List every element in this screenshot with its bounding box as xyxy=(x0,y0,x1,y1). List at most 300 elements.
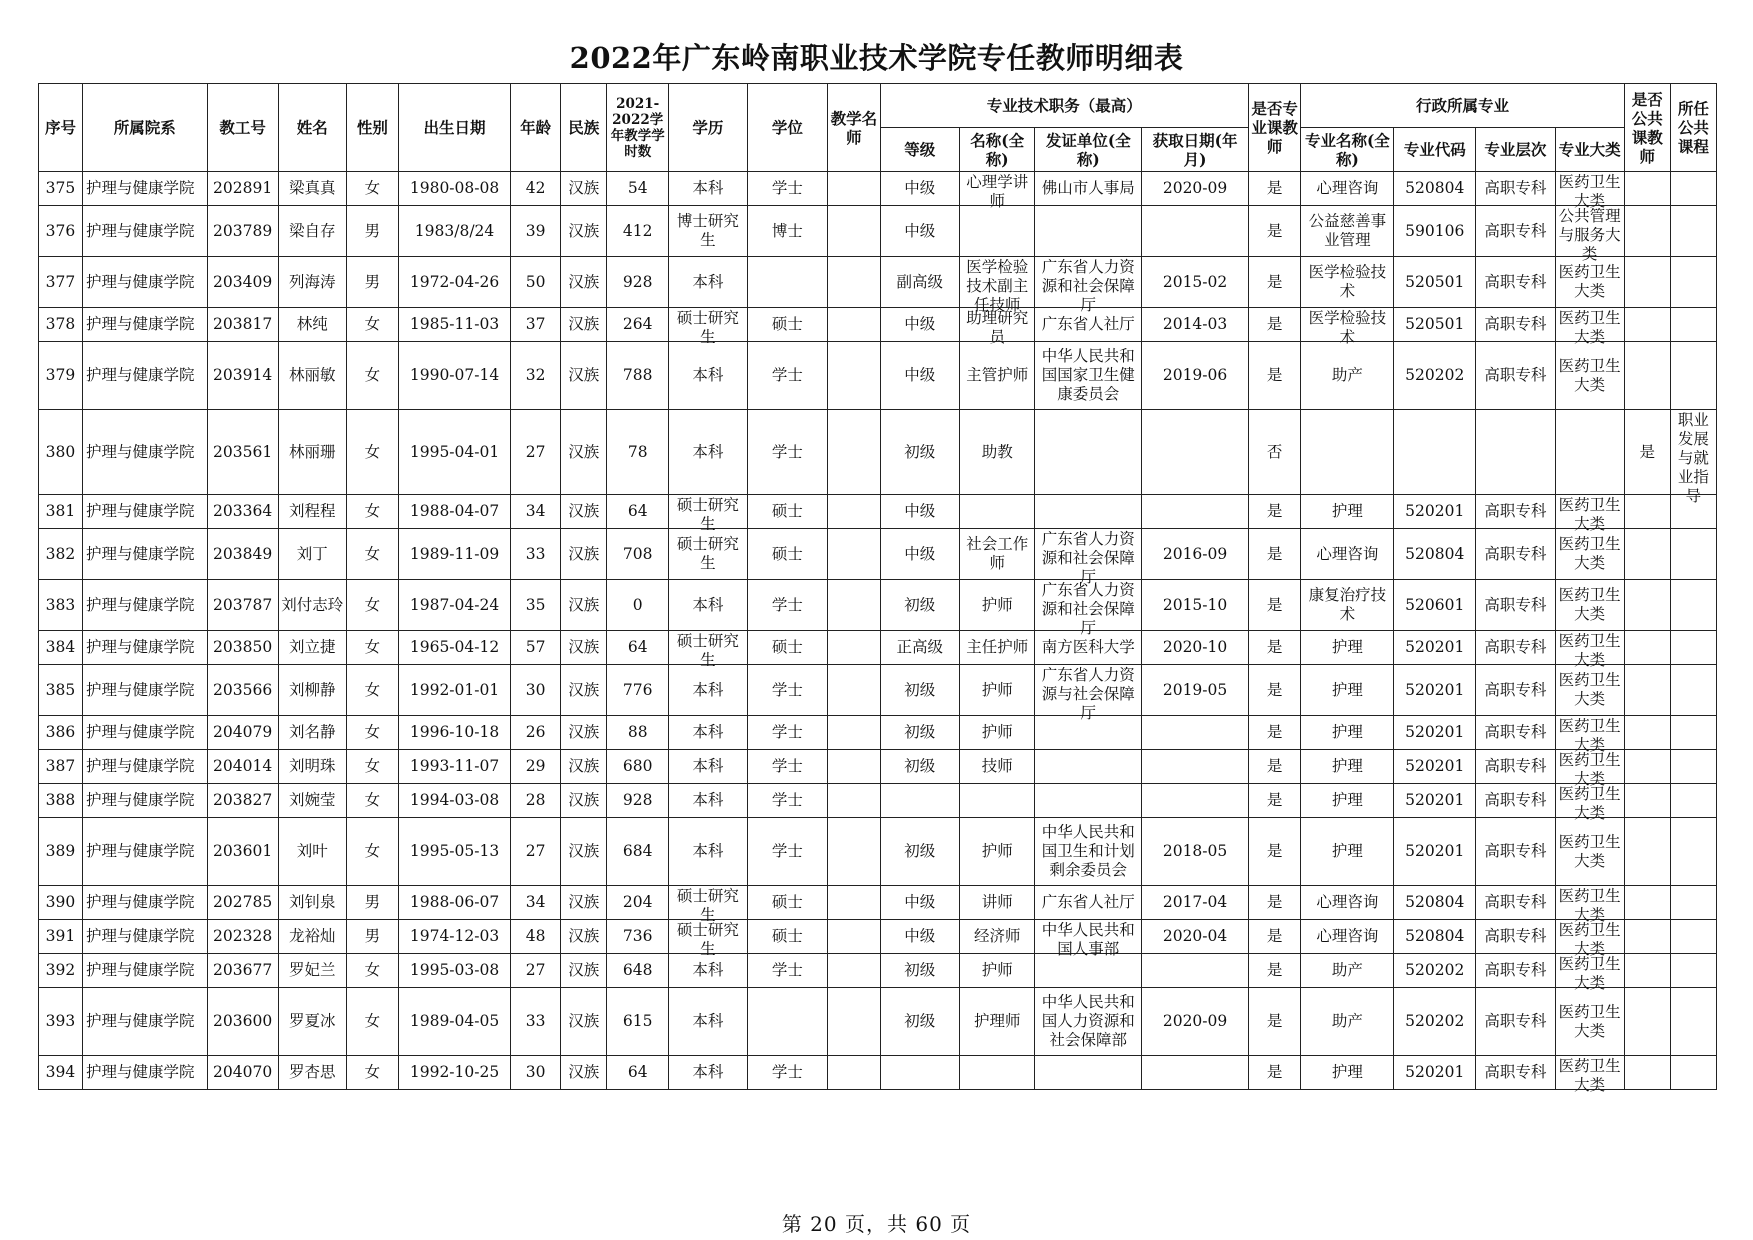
cell-code xyxy=(1394,308,1476,342)
cell-text: 29 xyxy=(525,757,546,775)
cell-cat xyxy=(1555,988,1624,1056)
cell-major xyxy=(1301,920,1394,954)
cell-xh xyxy=(39,206,83,257)
cell-title-name xyxy=(960,580,1035,631)
cell-text: 203827 xyxy=(213,791,273,809)
cell-date xyxy=(1142,716,1249,750)
cell-level xyxy=(880,716,960,750)
cell-text: 林丽珊 xyxy=(288,442,336,461)
cell-text: 护师 xyxy=(981,961,1013,979)
cell-major xyxy=(1301,529,1394,580)
cell-xh xyxy=(39,529,83,580)
cell-text: 412 xyxy=(622,221,653,240)
cell-text: 本科 xyxy=(692,1012,724,1030)
cell-id xyxy=(207,410,278,495)
cell-text: 护理与健康学院 xyxy=(85,442,195,461)
cell-text: 204014 xyxy=(213,757,273,775)
cell-prof xyxy=(1248,818,1300,886)
cell-hours xyxy=(607,818,669,886)
cell-text: 刘名静 xyxy=(288,723,336,741)
cell-prof xyxy=(1248,954,1300,988)
cell-text: 学士 xyxy=(771,680,803,699)
cell-text: 27 xyxy=(525,961,546,979)
cell-text: 女 xyxy=(364,544,381,563)
cell-prof xyxy=(1248,172,1300,206)
cell-text: 393 xyxy=(45,1012,76,1030)
cell-date xyxy=(1142,410,1249,495)
cell-text: 520804 xyxy=(1405,927,1465,945)
cell-text: 汉族 xyxy=(568,272,600,291)
cell-gender xyxy=(346,410,398,495)
cell-text: 医药卫生大类 xyxy=(1558,750,1621,788)
header-title-name: 名称(全称) xyxy=(960,128,1035,172)
cell-text: 中华人民共和国人事部 xyxy=(1041,920,1135,958)
cell-text: 684 xyxy=(622,842,653,860)
cell-ethnic xyxy=(561,954,607,988)
cell-text: 是 xyxy=(1266,961,1283,979)
cell-birth xyxy=(399,665,511,716)
cell-birth xyxy=(399,257,511,308)
cell-degree xyxy=(747,988,828,1056)
cell-cat xyxy=(1555,495,1624,533)
cell-text: 64 xyxy=(627,502,648,520)
cell-code xyxy=(1394,716,1476,750)
cell-text: 1995-03-08 xyxy=(409,961,500,979)
cell-birth xyxy=(399,206,511,257)
header-issuer: 发证单位(全称) xyxy=(1035,128,1142,172)
cell-name xyxy=(278,920,346,954)
cell-text: 2017-04 xyxy=(1162,893,1228,911)
cell-age xyxy=(511,716,561,750)
cell-edu xyxy=(669,342,748,410)
cell-title-name xyxy=(960,308,1035,346)
cell-text: 硕士 xyxy=(771,893,803,911)
cell-xh xyxy=(39,988,83,1056)
cell-text: 是 xyxy=(1266,272,1283,291)
cell-pub xyxy=(1624,920,1670,954)
cell-text: 54 xyxy=(627,179,648,197)
cell-code xyxy=(1394,580,1476,631)
cell-text: 788 xyxy=(622,366,653,384)
cell-major xyxy=(1301,886,1394,920)
cell-text: 204 xyxy=(622,893,653,911)
cell-text: 女 xyxy=(364,757,381,775)
cell-text: 高职专科 xyxy=(1484,638,1547,656)
cell-text: 高职专科 xyxy=(1484,1063,1547,1081)
cell-text: 硕士研究生 xyxy=(676,495,739,533)
cell-title-name xyxy=(960,784,1035,818)
cell-text: 医学检验技术 xyxy=(1308,263,1387,300)
cell-text: 刘柳静 xyxy=(288,680,336,699)
cell-text: 女 xyxy=(364,315,381,333)
cell-text: 520202 xyxy=(1405,366,1465,384)
cell-cat xyxy=(1555,631,1624,669)
cell-pub xyxy=(1624,257,1670,308)
cell-level xyxy=(880,784,960,818)
cell-degree xyxy=(747,716,828,750)
cell-text: 医学检验技术副主任技师 xyxy=(966,257,1029,314)
cell-birth xyxy=(399,988,511,1056)
cell-ethnic xyxy=(561,257,607,308)
cell-gender xyxy=(346,886,398,920)
cell-text: 1995-05-13 xyxy=(409,842,500,860)
cell-date xyxy=(1142,495,1249,529)
header-code: 专业代码 xyxy=(1394,128,1476,172)
cell-text: 203677 xyxy=(213,961,273,979)
cell-text: 刘付志玲 xyxy=(281,595,344,614)
cell-text: 硕士研究生 xyxy=(676,308,739,346)
cell-text: 本科 xyxy=(692,442,724,461)
cell-cat xyxy=(1555,716,1624,754)
cell-name xyxy=(278,954,346,988)
cell-dept xyxy=(82,954,207,988)
cell-text: 380 xyxy=(45,442,76,461)
cell-gender xyxy=(346,172,398,206)
cell-text: 女 xyxy=(364,502,381,520)
cell-text: 390 xyxy=(45,893,76,911)
cell-text: 护理与健康学院 xyxy=(85,1063,195,1081)
cell-text: 高职专科 xyxy=(1484,315,1547,333)
cell-xh xyxy=(39,818,83,886)
cell-text: 护师 xyxy=(981,595,1013,614)
cell-dept xyxy=(82,495,207,529)
cell-hours xyxy=(607,580,669,631)
cell-major xyxy=(1301,410,1394,495)
cell-text: 公共管理与服务大类 xyxy=(1558,206,1621,263)
cell-text: 本科 xyxy=(692,680,724,699)
cell-text: 医药卫生大类 xyxy=(1558,535,1621,572)
cell-text: 776 xyxy=(622,680,653,699)
cell-pub xyxy=(1624,410,1670,495)
cell-name xyxy=(278,580,346,631)
cell-code xyxy=(1394,784,1476,818)
cell-tier xyxy=(1476,716,1556,750)
cell-date xyxy=(1142,529,1249,580)
cell-text: 护理与健康学院 xyxy=(85,893,195,911)
cell-text: 医药卫生大类 xyxy=(1558,1002,1621,1040)
cell-edu xyxy=(669,784,748,818)
table-row xyxy=(39,308,1717,342)
cell-famous xyxy=(828,988,880,1056)
cell-id xyxy=(207,988,278,1056)
cell-edu xyxy=(669,818,748,886)
cell-ethnic xyxy=(561,750,607,784)
cell-text: 医药卫生大类 xyxy=(1558,308,1621,346)
cell-gender xyxy=(346,920,398,954)
cell-text: 汉族 xyxy=(568,961,600,979)
cell-ethnic xyxy=(561,495,607,529)
cell-text: 388 xyxy=(45,791,76,809)
cell-ethnic xyxy=(561,784,607,818)
cell-text: 1995-04-01 xyxy=(409,442,500,461)
cell-level xyxy=(880,954,960,988)
cell-cat xyxy=(1555,172,1624,210)
cell-text: 是 xyxy=(1266,502,1283,520)
cell-text: 39 xyxy=(525,221,546,240)
cell-text: 是 xyxy=(1266,595,1283,614)
cell-dept xyxy=(82,257,207,308)
cell-famous xyxy=(828,257,880,308)
table-row xyxy=(39,495,1717,529)
cell-text: 主管护师 xyxy=(966,366,1029,384)
cell-text: 刘丁 xyxy=(296,544,328,563)
cell-text: 381 xyxy=(45,502,76,520)
cell-ethnic xyxy=(561,410,607,495)
cell-text: 高职专科 xyxy=(1484,842,1547,860)
cell-dept xyxy=(82,529,207,580)
cell-birth xyxy=(399,631,511,665)
header-ethnic: 民族 xyxy=(561,84,607,172)
cell-text: 康复治疗技术 xyxy=(1308,586,1387,623)
cell-text: 高职专科 xyxy=(1484,179,1547,197)
page-title: 2022年广东岭南职业技术学院专任教师明细表 xyxy=(569,41,1184,75)
cell-tier xyxy=(1476,920,1556,954)
cell-age xyxy=(511,410,561,495)
cell-text: 34 xyxy=(525,893,546,911)
cell-text: 26 xyxy=(525,723,546,741)
header-pub: 是否公共课教师 xyxy=(1624,84,1670,172)
cell-text: 203600 xyxy=(213,1012,273,1030)
cell-tier xyxy=(1476,886,1556,920)
cell-text: 汉族 xyxy=(568,1012,600,1030)
cell-major xyxy=(1301,172,1394,206)
cell-birth xyxy=(399,784,511,818)
cell-ethnic xyxy=(561,716,607,750)
cell-edu xyxy=(669,665,748,716)
cell-code xyxy=(1394,1056,1476,1090)
cell-text: 心理咨询 xyxy=(1316,927,1379,945)
cell-cat xyxy=(1555,818,1624,886)
cell-text: 1985-11-03 xyxy=(409,315,500,333)
cell-course xyxy=(1670,665,1716,716)
cell-ethnic xyxy=(561,172,607,206)
cell-title-name xyxy=(960,988,1035,1056)
cell-hours xyxy=(607,172,669,206)
cell-text: 助产 xyxy=(1331,1012,1363,1030)
cell-course xyxy=(1670,1056,1716,1090)
cell-major xyxy=(1301,1056,1394,1090)
header-name: 姓名 xyxy=(278,84,346,172)
table-row xyxy=(39,750,1717,784)
table-row xyxy=(39,665,1717,716)
cell-text: 1983/8/24 xyxy=(414,221,495,240)
cell-text: 汉族 xyxy=(568,680,600,699)
header-famous: 教学名师 xyxy=(828,84,880,172)
cell-prof xyxy=(1248,1056,1300,1090)
cell-text: 高职专科 xyxy=(1484,1012,1547,1030)
cell-text: 中级 xyxy=(904,893,936,911)
cell-text: 中级 xyxy=(904,502,936,520)
cell-text: 中级 xyxy=(904,544,936,563)
cell-hours xyxy=(607,954,669,988)
cell-text: 203566 xyxy=(213,680,273,699)
cell-text: 心理咨询 xyxy=(1316,893,1379,911)
cell-text: 383 xyxy=(45,595,76,614)
cell-gender xyxy=(346,784,398,818)
cell-text: 是 xyxy=(1266,638,1283,656)
cell-ethnic xyxy=(561,1056,607,1090)
cell-pub xyxy=(1624,988,1670,1056)
cell-text: 学士 xyxy=(771,1063,803,1081)
cell-text: 203789 xyxy=(213,221,273,240)
cell-text: 护理与健康学院 xyxy=(85,927,195,945)
cell-ethnic xyxy=(561,631,607,665)
cell-age xyxy=(511,206,561,257)
header-major-group: 行政所属专业 xyxy=(1301,84,1624,128)
header-course: 所任公共课程 xyxy=(1670,84,1716,172)
cell-date xyxy=(1142,308,1249,342)
cell-xh xyxy=(39,631,83,665)
cell-text: 203787 xyxy=(213,595,273,614)
cell-age xyxy=(511,988,561,1056)
cell-id xyxy=(207,886,278,920)
cell-hours xyxy=(607,529,669,580)
cell-course xyxy=(1670,580,1716,631)
cell-age xyxy=(511,172,561,206)
header-xh: 序号 xyxy=(39,84,83,172)
cell-name xyxy=(278,665,346,716)
cell-tier xyxy=(1476,342,1556,410)
cell-gender xyxy=(346,495,398,529)
cell-text: 护理 xyxy=(1331,757,1363,775)
cell-birth xyxy=(399,750,511,784)
cell-text: 学士 xyxy=(771,842,803,860)
cell-age xyxy=(511,750,561,784)
cell-name xyxy=(278,784,346,818)
cell-text: 高职专科 xyxy=(1484,680,1547,699)
cell-text: 否 xyxy=(1266,442,1283,461)
cell-id xyxy=(207,529,278,580)
cell-text: 助产 xyxy=(1331,961,1363,979)
table-row xyxy=(39,257,1717,308)
cell-date xyxy=(1142,342,1249,410)
cell-code xyxy=(1394,342,1476,410)
cell-birth xyxy=(399,308,511,342)
cell-gender xyxy=(346,206,398,257)
header-birth: 出生日期 xyxy=(399,84,511,172)
cell-tier xyxy=(1476,206,1556,257)
cell-pub xyxy=(1624,750,1670,784)
cell-text: 0 xyxy=(632,595,643,614)
cell-issuer xyxy=(1035,257,1142,314)
cell-famous xyxy=(828,495,880,529)
cell-hours xyxy=(607,495,669,529)
header-hours: 2021-2022学年教学学时数 xyxy=(607,84,669,172)
cell-text: 2015-02 xyxy=(1162,272,1228,291)
cell-text: 203601 xyxy=(213,842,273,860)
cell-date xyxy=(1142,784,1249,818)
cell-text: 硕士 xyxy=(771,927,803,945)
cell-dept xyxy=(82,784,207,818)
cell-code xyxy=(1394,750,1476,784)
cell-text: 中级 xyxy=(904,927,936,945)
cell-ethnic xyxy=(561,529,607,580)
cell-ethnic xyxy=(561,988,607,1056)
cell-text: 203850 xyxy=(213,638,273,656)
cell-text: 520601 xyxy=(1405,595,1465,614)
cell-text: 医药卫生大类 xyxy=(1558,920,1621,958)
cell-pub xyxy=(1624,1056,1670,1090)
cell-ethnic xyxy=(561,342,607,410)
cell-birth xyxy=(399,716,511,750)
cell-text: 264 xyxy=(622,315,653,333)
cell-text: 204070 xyxy=(213,1063,273,1081)
cell-gender xyxy=(346,631,398,665)
cell-text: 1974-12-03 xyxy=(409,927,500,945)
cell-text: 医药卫生大类 xyxy=(1558,495,1621,533)
cell-text: 女 xyxy=(364,179,381,197)
cell-level xyxy=(880,206,960,257)
cell-age xyxy=(511,257,561,308)
cell-text: 罗妃兰 xyxy=(288,961,336,979)
cell-course xyxy=(1670,886,1716,920)
cell-date xyxy=(1142,206,1249,257)
cell-dept xyxy=(82,172,207,206)
cell-pub xyxy=(1624,529,1670,580)
cell-degree xyxy=(747,206,828,257)
cell-prof xyxy=(1248,631,1300,665)
cell-degree xyxy=(747,495,828,529)
cell-text: 学士 xyxy=(771,595,803,614)
cell-text: 护理 xyxy=(1331,502,1363,520)
table-row xyxy=(39,206,1717,257)
cell-xh xyxy=(39,716,83,750)
cell-id xyxy=(207,580,278,631)
header-id: 教工号 xyxy=(207,84,278,172)
cell-text: 本科 xyxy=(692,723,724,741)
cell-text: 是 xyxy=(1266,1012,1283,1030)
cell-name xyxy=(278,1056,346,1090)
cell-text: 27 xyxy=(525,842,546,860)
cell-text: 汉族 xyxy=(568,791,600,809)
cell-date xyxy=(1142,920,1249,954)
cell-text: 南方医科大学 xyxy=(1041,638,1135,656)
cell-birth xyxy=(399,1056,511,1090)
cell-text: 护理 xyxy=(1331,680,1363,699)
cell-gender xyxy=(346,529,398,580)
cell-dept xyxy=(82,580,207,631)
cell-text: 30 xyxy=(525,1063,546,1081)
cell-issuer xyxy=(1035,886,1142,920)
cell-text: 本科 xyxy=(692,961,724,979)
cell-famous xyxy=(828,886,880,920)
cell-pub xyxy=(1624,308,1670,342)
cell-degree xyxy=(747,818,828,886)
cell-text: 汉族 xyxy=(568,723,600,741)
cell-famous xyxy=(828,954,880,988)
cell-code xyxy=(1394,988,1476,1056)
cell-text: 护理 xyxy=(1331,842,1363,860)
cell-text: 520501 xyxy=(1405,272,1465,291)
cell-pub xyxy=(1624,784,1670,818)
cell-famous xyxy=(828,206,880,257)
cell-issuer xyxy=(1035,495,1142,529)
cell-tier xyxy=(1476,750,1556,784)
table-row xyxy=(39,988,1717,1056)
cell-text: 学士 xyxy=(771,791,803,809)
cell-tier xyxy=(1476,988,1556,1056)
cell-text: 高职专科 xyxy=(1484,502,1547,520)
cell-text: 社会工作师 xyxy=(966,535,1029,572)
cell-pub xyxy=(1624,172,1670,206)
cell-text: 硕士研究生 xyxy=(676,535,739,572)
cell-text: 汉族 xyxy=(568,893,600,911)
cell-major xyxy=(1301,988,1394,1056)
cell-text: 本科 xyxy=(692,757,724,775)
cell-gender xyxy=(346,580,398,631)
cell-text: 203561 xyxy=(213,442,273,461)
cell-code xyxy=(1394,257,1476,308)
